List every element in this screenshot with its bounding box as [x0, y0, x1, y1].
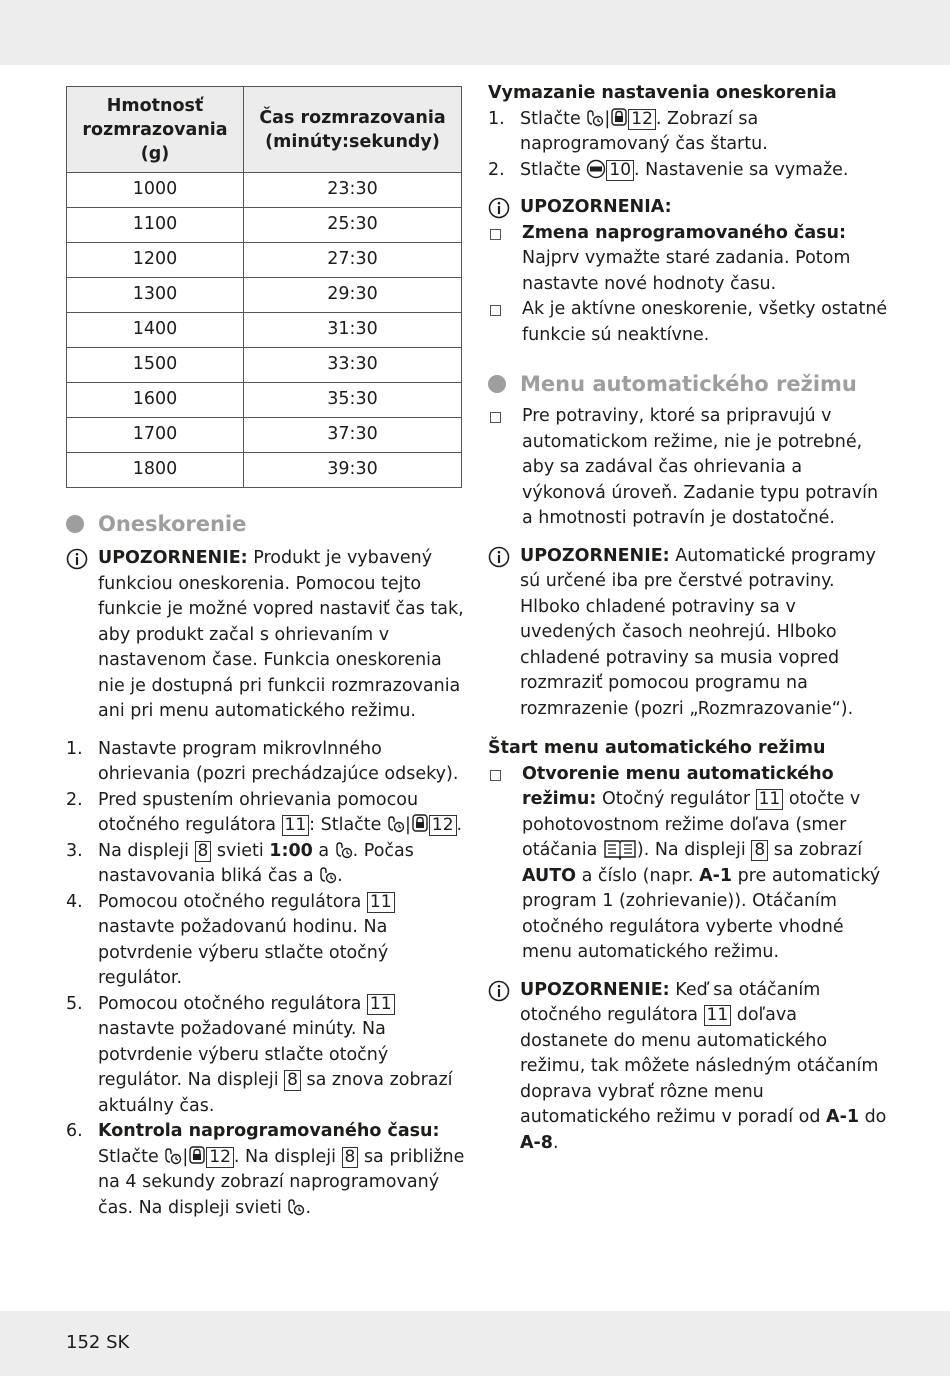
step-number: 4. [66, 891, 83, 912]
text-run: Stlačte [98, 1146, 165, 1167]
defrost-table [66, 86, 462, 488]
rotation-note [488, 978, 888, 1157]
auto-intro-list [488, 404, 888, 532]
note-paragraph [520, 978, 888, 1157]
table-cell: 31:30 [244, 313, 462, 348]
text-run: Pred spustením ohrievania pomocou otočného regulátora [98, 789, 419, 835]
table-header-row [67, 87, 462, 173]
table-row [67, 208, 462, 243]
delay-steps [66, 737, 466, 1222]
ref-11: 11 [367, 892, 395, 913]
table-row [67, 418, 462, 453]
left-column [66, 86, 466, 1221]
note-item-text [522, 221, 888, 298]
list-item [66, 1119, 466, 1221]
ref-12: 12 [429, 815, 457, 836]
text-run: nastavte požadovanú hodinu. Na potvrdenie výberu stlačte otočný regulátor. [98, 917, 389, 988]
list-item [66, 737, 466, 788]
note-item-text: Ak je aktívne oneskorenie, všetky ostatné funkcie sú neaktívne. [522, 299, 888, 345]
step-text: Pred spustením ohrievania pomocou otočného regulátora 11 : Stlačte | 12 . [98, 789, 463, 835]
table-cell: 1500 [67, 348, 244, 383]
clock-hand-icon [387, 813, 405, 833]
list-item [66, 992, 466, 1120]
table-cell: 27:30 [244, 243, 462, 278]
auto-note [488, 544, 888, 723]
ref-11: 11 [282, 815, 310, 836]
note-paragraph [98, 546, 466, 725]
step-heading: Kontrola naprogramovaného času: [98, 1121, 440, 1141]
list-item [488, 158, 888, 184]
table-cell: 1200 [67, 243, 244, 278]
text-run: . Zobrazí sa naprogramovaný čas štartu. [520, 108, 768, 154]
step-text [98, 839, 466, 890]
step-text: Kontrola naprogramovaného času: Stlačte | 12 . Na displeji 8 sa približne na 4 sekundy zobrazí naprogramovaný čas. Na displeji svieti . [98, 1121, 465, 1218]
notes-list [488, 221, 888, 349]
book-icon [603, 838, 637, 860]
open-menu-text [522, 762, 888, 966]
list-item [66, 839, 466, 890]
footer-band [0, 1311, 950, 1376]
clear-steps [488, 107, 888, 184]
table-cell: 23:30 [244, 173, 462, 208]
ref-12: 12 [206, 1147, 234, 1168]
text-run: Pomocou otočného regulátora [98, 891, 367, 912]
step-text [98, 992, 466, 1120]
notes-label: UPOZORNENIA: [520, 197, 672, 217]
checkbox-bullet-icon [490, 229, 501, 240]
list-item [488, 221, 888, 298]
text-run: otočte v pohotovostnom režime doľava (smer otáčania [522, 789, 861, 860]
ref-8: 8 [284, 1070, 301, 1091]
time-value: 1:00 [269, 840, 313, 861]
auto-label: AUTO [522, 865, 577, 886]
stop-icon [586, 159, 606, 179]
section-title-auto [488, 370, 888, 398]
table-cell: 1800 [67, 453, 244, 488]
clear-delay-heading: Vymazanie nastavenia oneskorenia [488, 83, 837, 103]
text-run: nastavte požadované minúty. Na potvrdenie výberu stlačte otočný regulátor. Na displeji [98, 1019, 389, 1090]
list-item [488, 404, 888, 532]
step-number: 6. [66, 1121, 83, 1141]
text-run: a číslo (napr. [576, 865, 700, 886]
text-run: Otočný regulátor [596, 789, 756, 809]
text-run: Pomocou otočného regulátora [98, 993, 367, 1014]
ref-8: 8 [342, 1147, 359, 1168]
table-row [67, 243, 462, 278]
notes-heading [488, 195, 888, 221]
table-cell: 37:30 [244, 418, 462, 453]
checkbox-bullet-icon [490, 770, 501, 781]
open-menu-heading: Otvorenie menu automatického režimu: [522, 763, 834, 809]
text-run: . Na displeji [233, 1146, 342, 1167]
right-column [488, 81, 888, 1156]
text-run: . [552, 1132, 559, 1153]
step-number: 2. [488, 159, 505, 180]
note-body: Automatické programy sú určené iba pre čerstvé potraviny. Hlboko chladené potraviny sa v uvedených časoch neohrejú. Hlboko chladené potraviny sa musia vopred rozmraziť pomocou programu na rozmrazenie (pozri „Rozmrazovanie“). [520, 545, 876, 719]
page-number: 152 SK [66, 1332, 130, 1353]
lock-icon [610, 107, 628, 127]
list-item [488, 297, 888, 348]
delay-note [66, 546, 466, 725]
text-run: . Nastavenie sa vymaže. [634, 159, 849, 180]
list-item [66, 890, 466, 992]
program-code: A-8 [520, 1132, 553, 1153]
text-run: Keď sa otáčaním otočného regulátora [520, 979, 821, 1025]
note-paragraph [520, 544, 888, 723]
step-number: 2. [66, 789, 83, 810]
note-label: UPOZORNENIE: [520, 979, 670, 1000]
text-run: Stlačte [520, 159, 587, 180]
step-text [520, 158, 888, 184]
auto-intro-text: Pre potraviny, ktoré sa pripravujú v automatickom režime, nie je potrebné, aby sa zadával čas ohrievania a výkonová úroveň. Zadanie typu potravín a hmotnosti potravín je dostatočné. [522, 406, 879, 528]
step-number: 1. [488, 108, 505, 129]
table-cell: 1300 [67, 278, 244, 313]
text-run: ). Na displeji [636, 840, 752, 860]
table-header-weight: Hmotnosť rozmrazovania (g) [67, 87, 244, 173]
list-item [488, 762, 888, 966]
info-icon [488, 980, 510, 1002]
text-run: sa znova zobrazí aktuálny čas. [98, 1070, 453, 1116]
program-code: A-1 [699, 865, 733, 886]
table-row [67, 173, 462, 208]
text-run: : Stlačte [309, 815, 387, 835]
ref-11: 11 [704, 1005, 732, 1026]
text-run: . Počas nastavovania bliká čas a [98, 840, 414, 886]
list-item [488, 107, 888, 158]
ref-11: 11 [756, 789, 784, 810]
text-run: do [859, 1107, 887, 1127]
program-code: A-1 [826, 1107, 860, 1127]
ref-8: 8 [195, 841, 212, 862]
checkbox-bullet-icon [490, 305, 501, 316]
table-cell: 1700 [67, 418, 244, 453]
text-run: sa približne na 4 sekundy zobrazí naprogramovaný čas. Na displeji svieti [98, 1146, 465, 1218]
step-number: 3. [66, 840, 83, 861]
table-cell: 39:30 [244, 453, 462, 488]
text-run: Najprv vymažte staré zadania. Potom nastavte nové hodnoty času. [522, 248, 851, 294]
clock-hand-icon [319, 864, 337, 884]
text-run: svieti [211, 840, 270, 861]
checkbox-bullet-icon [490, 412, 501, 423]
note-label: UPOZORNENIE: [520, 545, 670, 566]
ref-8: 8 [751, 840, 768, 861]
clock-hand-icon [586, 107, 604, 127]
section-bullet-icon [488, 375, 506, 393]
info-icon [66, 548, 88, 570]
clock-hand-icon [287, 1196, 305, 1216]
step-text: Stlačte | 12 . Zobrazí sa naprogramovaný čas štartu. [520, 108, 768, 154]
ref-10: 10 [606, 160, 634, 181]
table-cell: 1400 [67, 313, 244, 348]
table-row [67, 453, 462, 488]
table-row [67, 348, 462, 383]
step-text [98, 890, 466, 992]
step-number: 5. [66, 993, 83, 1014]
text-run: a [312, 840, 335, 861]
section-title-delay [66, 510, 466, 538]
section-bullet-icon [66, 515, 84, 533]
start-auto-list [488, 762, 888, 966]
step-text: Nastavte program mikrovlnného ohrievania (pozri prechádzajúce odseky). [98, 738, 459, 784]
clock-hand-icon [335, 839, 353, 859]
table-row [67, 278, 462, 313]
start-auto-heading: Štart menu automatického režimu [488, 738, 826, 758]
ref-11: 11 [367, 994, 395, 1015]
text-run: . [305, 1197, 312, 1218]
text-run: . [456, 815, 463, 835]
table-cell: 1000 [67, 173, 244, 208]
section-title-text: Oneskorenie [98, 512, 247, 536]
header-band [0, 0, 950, 65]
table-cell: 25:30 [244, 208, 462, 243]
table-header-time: Čas rozmrazovania (minúty:sekundy) [244, 87, 462, 173]
table-row [67, 383, 462, 418]
table-cell: 33:30 [244, 348, 462, 383]
text-run: . [337, 866, 343, 886]
text-run: doľava dostanete do menu automatického režimu, tak môžete následným otáčaním doprava vybrať rôzne menu automatického režimu v poradí od [520, 1005, 879, 1127]
ref-12: 12 [628, 109, 656, 130]
table-cell: 1100 [67, 208, 244, 243]
table-cell: 29:30 [244, 278, 462, 313]
list-item [66, 788, 466, 839]
info-icon [488, 197, 510, 219]
info-icon [488, 546, 510, 568]
text-run: sa zobrazí [768, 840, 863, 860]
text-run: Na displeji [98, 840, 195, 861]
section-title-text: Menu automatického režimu [520, 372, 857, 396]
lock-icon [411, 813, 429, 833]
note-item-heading: Zmena naprogramovaného času: [522, 222, 846, 243]
lock-icon [188, 1145, 206, 1165]
note-label: UPOZORNENIE: [98, 548, 248, 568]
note-body: Produkt je vybavený funkciou oneskorenia. Pomocou tejto funkcie je možné vopred nastaviť čas tak, aby produkt začal s ohrievaním v nastavenom čase. Funkcia oneskorenia nie je dostupná pri funkcii rozmrazovania ani pri menu automatického režimu. [98, 548, 464, 721]
step-number: 1. [66, 738, 83, 759]
clock-hand-icon [164, 1145, 182, 1165]
text-run: pre automatický program 1 (zohrievanie)). Otáčaním otočného regulátora vyberte vhodné menu automatického režimu. [522, 865, 881, 962]
text-run: Stlačte [520, 108, 587, 129]
table-cell: 35:30 [244, 383, 462, 418]
table-cell: 1600 [67, 383, 244, 418]
table-row [67, 313, 462, 348]
